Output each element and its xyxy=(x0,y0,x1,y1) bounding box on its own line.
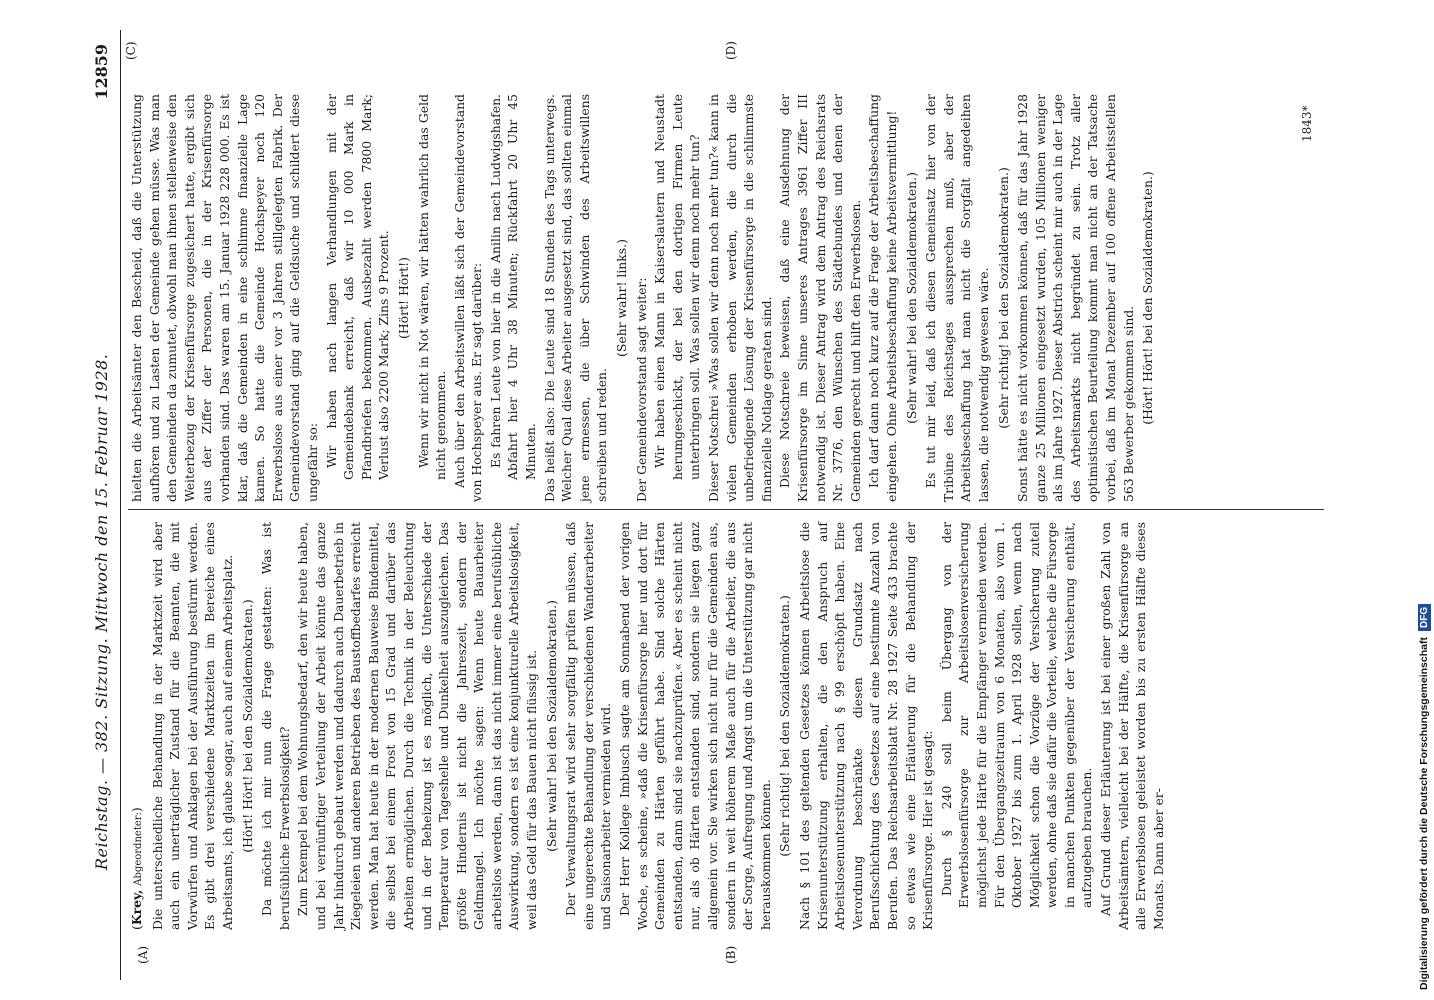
paragraph: Das heißt also: Die Leute sind 18 Stunden des Tags unterwegs. Welcher Qual diese Arbeiter ausgesetzt sind, das sollten einmal jene ermessen, die über Schwinden des Arbeitswillens schreiben und reden. xyxy=(541,94,610,502)
speaker-role: Abgeordneter: xyxy=(133,812,144,886)
right-column xyxy=(128,94,1318,502)
paragraph: Der Gemeindevorstand sagt weiter: xyxy=(633,277,649,502)
page-number: 12859 xyxy=(92,44,111,100)
speaker-name: Krey, xyxy=(129,889,144,926)
paragraph: (Sehr richtig! bei den Sozialdemokraten.) xyxy=(995,167,1011,429)
margin-marker-d: (D) xyxy=(724,41,738,60)
right-column-paragraphs xyxy=(128,94,1157,502)
margin-marker-c: (C) xyxy=(124,41,138,60)
paragraph: (Sehr wahr! links.) xyxy=(614,239,630,357)
paragraph: Wenn wir nicht in Not wären, wir hätten wahrlich das Geld nicht genommen. xyxy=(415,94,449,480)
paragraph: (Sehr richtig! bei den Sozialdemokraten.) xyxy=(777,595,793,857)
side-note-text xyxy=(1416,10,1432,990)
paragraph: Es fahren Leute von hier in die Anilin nach Ludwigshafen. Abfahrt hier 4 Uhr 38 Minuten; Rückfahrt 20 Uhr 45 Minuten. xyxy=(487,94,539,480)
paragraph: Die unterschiedliche Behandlung in der Marktzeit wird aber auch ein unerträglicher Zustand für die Beamten, die mit Vorwürfen und Anklagen bei der Ausführung bestürmt werden. Es gibt drei verschiedene Marktzeiten im Bereiche eines Arbeitsamts, ich glaube sogar, auch auf einem Arbeitsplatz. xyxy=(149,522,235,930)
column-divider xyxy=(128,509,1324,510)
paragraph: Diese Notschreie beweisen, daß eine Ausdehnung der Krisenfürsorge im Sinne unseres Antrages 3961 Ziffer III notwendig ist. Dieser Antrag wird dem Antrag des Reichsrats Nr. 3776, den Wünschen des Städtebundes und denen der Gemeinden gerecht und hilft den Erwerbslosen. xyxy=(777,94,863,502)
margin-marker-a: (A) xyxy=(136,945,150,964)
paragraph: Da möchte ich mir nun die Frage gestatten: Was ist berufsübliche Erwerbslosigkeit? xyxy=(259,522,292,930)
paragraph: Durch § 240 soll beim Übergang von der Erwerbslosenfürsorge zur Arbeitslosenversicherung möglichst jede Härte für die Empfänger vermieden werden. Für den Übergangszeitraum von 6 Monaten, also vom 1. Oktober 1927 bis zum 1. April 1928 sollen, wenn nach Möglichkeit schon die Vorzüge der Versicherung zuteil werden, ohne daß sie dafür die Vorteile, welche die Fürsorge in manchen Punkten gegenüber der Versicherung enthält, aufzugeben brauchen. xyxy=(938,522,1095,908)
left-column xyxy=(128,522,1318,930)
paragraph: Zum Exempel bei dem Wohnungsbedarf, den wir heute haben, und bei vernünftiger Verteilung der Arbeit könnte das ganze Jahr hindurch gebaut werden und dadurch auch Dauerbetrieb in Ziegeleien und anderen Betrieben des Baustoffbedarfes erreicht werden. Man hat heute in der modernen Bauweise Bindemittel, die selbst bei einem Frost von 15 Grad und darüber das Arbeiten ermöglichen. Durch die Technik in der Beleuchtung und in der Beheizung ist es möglich, die Unterschiede der Temperatur von Tageshelle und Dunkelheit auszugleichen. Das größte Hindernis ist nicht die Jahreszeit, sondern der Geldmangel. Ich möchte sagen: Wenn heute Bauarbeiter arbeitslos werden, dann ist das nicht immer eine berufsübliche Auswirkung, sondern es ist eine konjunkturelle Arbeitslosigkeit, weil das Geld für das Bauen nicht flüssig ist. xyxy=(295,522,540,930)
paragraph: hielten die Arbeitsämter den Bescheid, daß die Unterstützung aufhören und zu Lasten der Gemeinde gehen müsse. Was man den Gemeinden da zumutet, obwohl man ihnen stellenweise den Weiterbezug der Krisenfürsorge zugesichert hatte, ergibt sich aus der Ziffer der Personen, die in der Krisenfürsorge vorhanden sind. Das waren am 15. Januar 1928 228 000. Es ist klar, daß die Gemeinden in eine schlimme finanzielle Lage kamen. So hatte die Gemeinde Hochspeyer noch 120 Erwerbslose aus einer vor 3 Jahren stillgelegten Fabrik. Der Gemeindevorstand ging auf die Geldsuche und schildert diese ungefähr so: xyxy=(129,94,320,502)
paragraph: Der Herr Kollege Imbusch sagte am Sonnabend der vorigen Woche, es scheine, »daß die Krisenfürsorge hier und dort für Gemeinden zu Härten geführt habe. Sind solche Härten entstanden, dann sind sie nachzuprüfen.« Aber es scheint nicht nur, als ob Härten entstanden sind, sondern sie liegen ganz allgemein vor. Sie wirken sich nicht nur für die Gemeinden aus, sondern in weit höherem Maße auch für die Arbeiter, die aus der Sorge, Aufregung und Angst um die Unterstützung gar nicht herauskommen können. xyxy=(617,522,773,930)
margin-marker-b: (B) xyxy=(724,945,738,964)
paragraph: (Hört! Hört!) xyxy=(395,257,411,339)
dfg-logo: DFG xyxy=(1418,604,1431,631)
paragraph: (Sehr wahr! bei den Sozialdemokraten.) xyxy=(903,172,919,424)
paragraph: Wir haben einen Mann in Kaiserslautern und Neustadt herumgeschickt, der bei den dortigen Firmen Leute unterbringen soll. Was sollen wir denn noch mehr tun? xyxy=(652,94,703,480)
speaker-line: (Krey, Abgeordneter:) xyxy=(129,807,144,930)
left-column-paragraphs xyxy=(149,522,1168,930)
paragraph: (Hört! Hört! bei den Sozialdemokraten.) xyxy=(1140,171,1156,425)
side-note xyxy=(1416,10,1432,990)
paragraph: Es tut mir leid, daß ich diesen Gemeinsatz hier von der Tribüne des Reichstages aussprechen muß, aber der Arbeitsbeschaffung hat man nicht die Sorgfalt angedeihen lassen, die notwendig gewesen wäre. xyxy=(923,94,991,502)
paragraph: Auf Grund dieser Erläuterung ist bei einer großen Zahl von Arbeitsämtern, vielleicht bei der Hälfte, die Krisenfürsorge an alle Erwerbslosen geleistet worden bis zu ersten Hälfte dieses Monats. Dann aber er- xyxy=(1098,522,1166,930)
page-header xyxy=(84,30,121,980)
newspaper-page xyxy=(84,30,1329,980)
paragraph: Sonst hätte es nicht vorkommen können, daß für das Jahr 1928 ganze 25 Millionen eingesetzt wurden, 105 Millionen weniger als im Jahre 1927. Dieser Abstrich scheint mir auch in der Lage des Arbeitsmarkts nicht begründet zu sein. Trotz aller optimistischen Beurteilung kommt man nicht an der Tatsache vorbei, daß im Monat Dezember auf 100 offene Arbeitsstellen 563 Bewerber gekommen sind. xyxy=(1015,94,1136,502)
paragraph: (Sehr wahr! bei den Sozialdemokraten.) xyxy=(543,600,559,852)
header-title: Reichstag. — 382. Sitzung. Mittwoch den 15. Februar 1928. xyxy=(92,353,111,870)
paragraph: Auch über den Arbeitswillen läßt sich der Gemeindevorstand von Hochspeyer aus. Er sagt darüber: xyxy=(451,94,485,502)
paragraph: Der Verwaltungsrat wird sehr sorgfältig prüfen müssen, daß eine ungerechte Behandlung der verschiedenen Wanderarbeiter und Saisonarbeiter vermieden wird. xyxy=(563,522,614,930)
paragraph: Wir haben nach langen Verhandlungen mit der Gemeindebank erreicht, daß wir 10 000 Mark in Pfandbriefen bekommen. Ausbezahlt werden 7800 Mark; Verlust also 2200 Mark; Zins 9 Prozent. xyxy=(323,94,392,480)
signature-mark: 1843* xyxy=(1300,105,1314,142)
paragraph: (Hört! Hört! bei den Sozialdemokraten.) xyxy=(239,599,255,853)
paragraph: Nach § 101 des geltenden Gesetzes können Arbeitslose die Krisenunterstützung erhalten, die den Anspruch auf Arbeitslosenunterstützung nach § 99 erschöpft haben. Eine Verordnung beschränkte diesen Grundsatz nach Berufsschichtung des Gesetzes auf eine bestimmte Anzahl von Berufen. Das Reichsarbeitsblatt Nr. 28 1927 Seite 433 brachte so etwas wie eine Erläuterung für die Behandlung der Krisenfürsorge. Hier ist gesagt: xyxy=(796,522,936,930)
side-note-label: Digitalisierung gefördert durch die Deutsche Forschungsgemeinschaft xyxy=(1418,637,1430,990)
paragraph: Dieser Notschrei »Was sollen wir denn noch mehr tun?« kann in vielen Gemeinden erhoben werden, die durch die unbefriedigende Lösung der Krisenfürsorge in die schlimmste finanzielle Notlage geraten sind. xyxy=(706,94,774,502)
paragraph: Ich darf dann noch kurz auf die Frage der Arbeitsbeschaffung eingehen. Ohne Arbeitsbeschaffung keine Arbeitsvermittlung! xyxy=(866,94,899,502)
